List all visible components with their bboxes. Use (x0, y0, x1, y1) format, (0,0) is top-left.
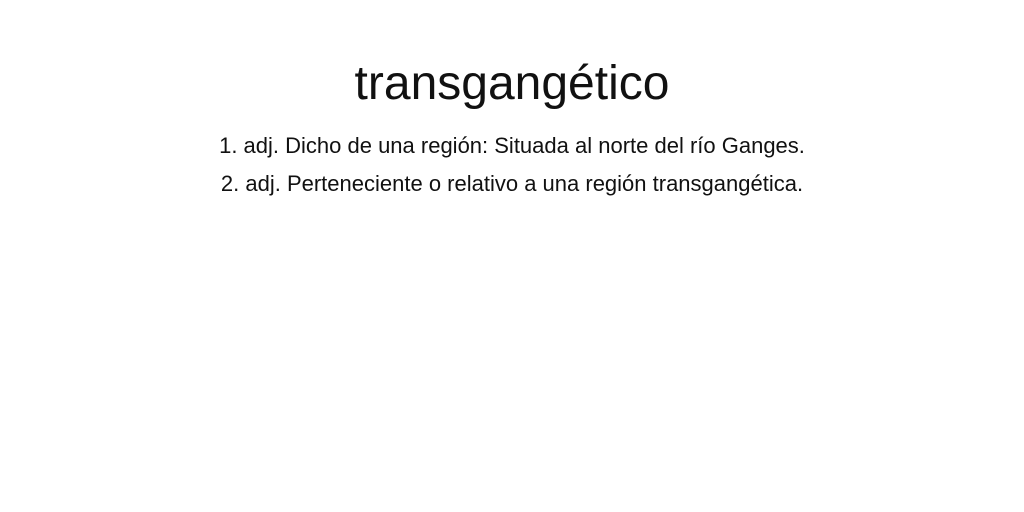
definition-list (0, 127, 1024, 203)
definition-item: 1. adj. Dicho de una región: Situada al norte del río Ganges. (219, 133, 805, 158)
definition-item: 2. adj. Perteneciente o relativo a una región transgangética. (220, 171, 804, 196)
headword-title: transgangético (354, 57, 670, 110)
